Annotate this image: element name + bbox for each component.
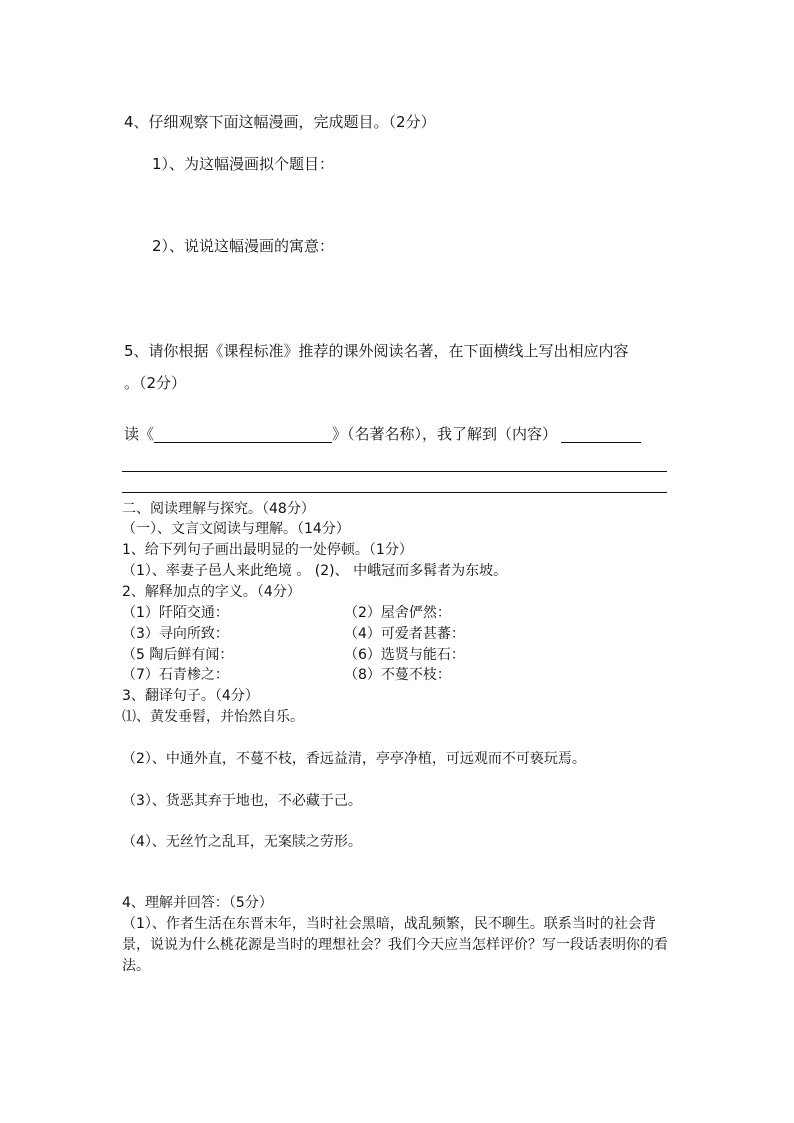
s2-q2-item: （1）阡陌交通： (122, 605, 229, 621)
s2-q4-line: 法。 (122, 958, 150, 974)
s2-q2-item: （7）石青椮之： (122, 667, 229, 683)
answer-line-2[interactable] (122, 492, 667, 493)
s2-q2-item: （5 陶后鲜有闻： (122, 647, 234, 663)
q4-title: 4、仔细观察下面这幅漫画，完成题目。（2分） (124, 113, 436, 131)
s2-q2-item: （8）不蔓不枝： (344, 667, 451, 683)
s2-q1-title: 1、给下列句子画出最明显的一处停顿。（1分） (122, 542, 413, 558)
s2-q1-text: （1）、率妻子邑人来此绝境 。 (2)、 中峨冠而多髯者为东坡。 (122, 563, 508, 579)
section2-title: 二、阅读理解与探究。（48分） (122, 501, 315, 517)
answer-line-1[interactable] (122, 471, 667, 472)
s2-q2-item: （6）选贤与能石： (344, 647, 465, 663)
s2-q4-line: （1）、作者生活在东晋末年，当时社会黑暗，战乱频繁，民不聊生。联系当时的社会背 (122, 916, 656, 932)
s2-q3-item: （2）、中通外直，不蔓不枝，香远益清，亭亭净植，可远观而不可亵玩焉。 (122, 751, 586, 767)
q5-line1: 5、请你根据《课程标准》推荐的课外阅读名著，在下面横线上写出相应内容 (124, 342, 629, 360)
s2-q4-title: 4、理解并回答：（5分） (122, 895, 273, 911)
s2-q3-item: （3）、货恶其弃于地也，不必藏于己。 (122, 793, 362, 809)
s2-q2-item: （2）屋舍俨然： (344, 605, 451, 621)
read-close: 》（名著名称），我了解到（内容） (332, 425, 558, 443)
s2-q3-title: 3、翻译句子。（4分） (122, 688, 259, 704)
s2-q2-title: 2、解释加点的字义。（4分） (122, 584, 301, 600)
q4-sub1: 1）、为这幅漫画拟个题目： (152, 155, 335, 173)
s2-q2-item: （4）可爱者甚蕃： (344, 626, 465, 642)
s2-q4-line: 景，说说为什么桃花源是当时的理想社会？我们今天应当怎样评价？写一段话表明你的看 (122, 937, 668, 953)
book-title-blank[interactable] (154, 428, 332, 443)
q5-line2: 。（2分） (124, 374, 187, 392)
s2-q3-item: ⑴、黄发垂髫，并怡然自乐。 (122, 709, 304, 725)
q5-read-line (124, 425, 641, 443)
read-prefix: 读《 (124, 425, 155, 443)
s2-q3-item: （4）、无丝竹之乱耳，无案牍之劳形。 (122, 834, 362, 850)
section2-subtitle: （一）、文言文阅读与理解。（14分） (122, 521, 350, 537)
s2-q2-item: （3）寻向所致： (122, 626, 229, 642)
q4-sub2: 2）、说说这幅漫画的寓意： (152, 237, 335, 255)
content-blank[interactable] (561, 428, 641, 443)
